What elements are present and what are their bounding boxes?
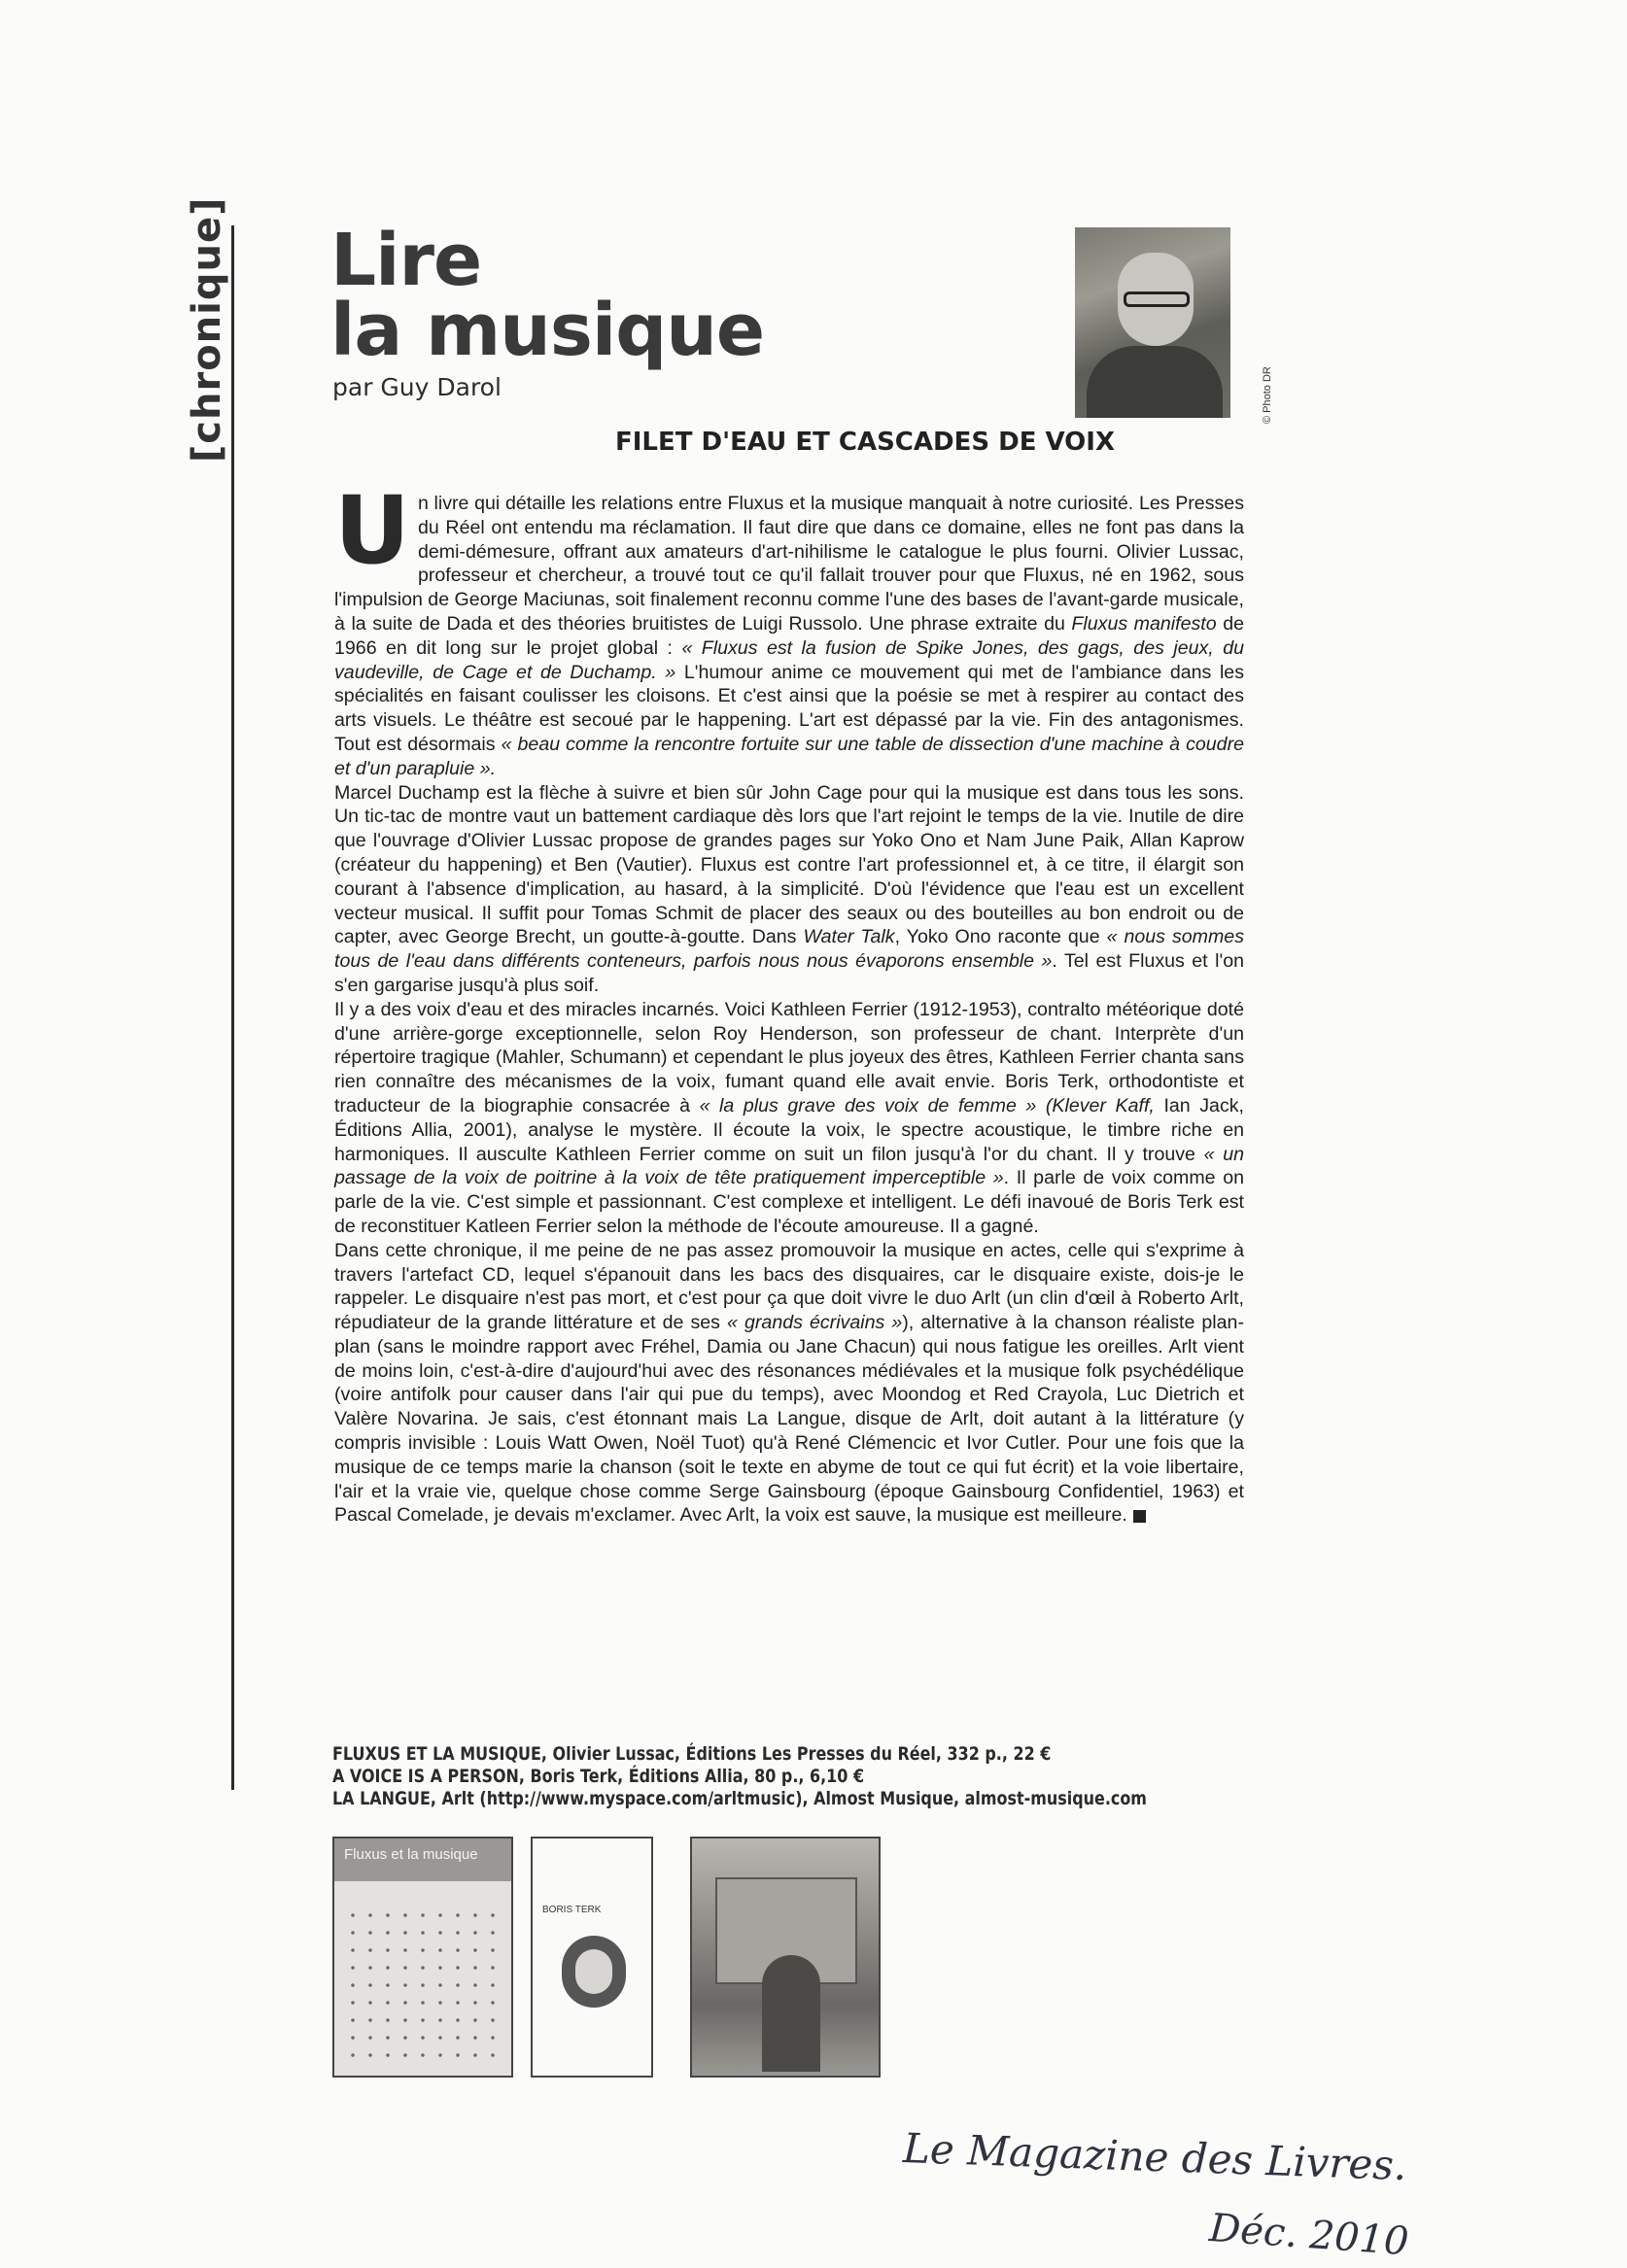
paragraph-4 [334,1239,1244,1529]
drop-cap: U [334,476,410,585]
book-cover-fluxus [332,1837,513,2078]
cover-figure-image [762,1955,820,2072]
album-cover-la-langue [690,1837,881,2078]
paragraph-3 [334,998,1244,1239]
quote-run: « beau comme la rencontre fortuite sur une table de dissection d'une machine à coudre et d'un parapluie ». [334,733,1244,779]
article-body [334,476,1245,1528]
author-byline: par Guy Darol [332,373,502,401]
paragraph-2 [334,781,1244,998]
section-title: FILET D'EAU ET CASCADES DE VOIX [614,428,1116,457]
italic-run: Water Talk [803,926,895,948]
quote-run: « grands écrivains » [727,1312,903,1334]
text-run: , Yoko Ono raconte que [894,926,1107,948]
reference-line: A VOICE IS A PERSON, Boris Terk, Éditions Allia, 80 p., 6,10 € [332,1766,865,1787]
text-run: Marcel Duchamp est la flèche à suivre et bien sûr John Cage pour qui la musique est dans tous les sons. Un tic-tac de montre vaut un battement cardiaque dès lors que l'art rejoint le temps de la vie. Inutile de dire que l'ouvrage d'Olivier Lussac propose de grandes pages sur Yoko Ono et Nam June Paik, Allan Kaprow (créateur du happening) et Ben (Vautier). Fluxus est contre l'art professionnel et, à ce titre, il élargit son courant à l'absence d'implication, au hasard, à la simplicité. D'où l'évidence que l'eau est un excellent vecteur musical. Il suffit pour Tomas Schmit de placer des seaux ou des bouteilles au bon endroit ou de capter, avec George Brecht, un goutte-à-goutte. Dans [334,781,1244,948]
text-run: . Tel est Fluxus et l'on s'en gargarise jusqu'à plus soif. [334,950,1244,996]
cover-dot-pattern [344,1907,500,2062]
text-run: de 1966 en dit long sur le projet global : [334,612,1244,659]
quote-run: « Fluxus est la fusion de Spike Jones, des gags, des jeux, du vaudeville, de Cage et de Duchamp. » [334,636,1244,683]
handwritten-date: Déc. 2010 [1207,2206,1410,2265]
book-cover-voice [531,1837,653,2078]
cover-portrait [562,1936,626,2008]
cover-title: Fluxus et la musique [334,1838,511,1881]
paragraph-1 [334,476,1245,781]
book-references [332,1743,1147,1810]
reference-line: LA LANGUE, Arlt (http://www.myspace.com/arltmusic), Almost Musique, almost-musique.com [332,1788,1147,1809]
handwritten-source: Le Magazine des Livres. [902,2124,1408,2190]
quote-run: « la plus grave des voix de femme » (Klever Kaff, [699,1094,1155,1117]
text-run: Il y a des voix d'eau et des miracles incarnés. Voici Kathleen Ferrier (1912-1953), contralto météorique doté d'une arrière-gorge exceptionnelle, selon Roy Henderson, son professeur de chant. Interprète d'un répertoire tragique (Mahler, Schumann) et cependant le plus joyeux des êtres, Kathleen Ferrier chanta sans rien connaître des mécanismes de la voix, fumant quand elle avait envie. Boris Terk, orthodontiste et traducteur de la biographie consacrée à [334,998,1244,1117]
photo-shoulders [1087,346,1223,418]
photo-glasses [1124,292,1190,307]
cover-author: BORIS TERK [542,1905,602,1915]
end-of-article-mark [1133,1510,1146,1523]
text-run: . Il parle de voix comme on parle de la vie. C'est simple et passionnant. C'est complexe et intelligent. Le défi inavoué de Boris Terk est de reconstituer Katleen Ferrier selon la méthode de l'écoute amoureuse. Il a gagné. [334,1167,1244,1237]
text-run: n livre qui détaille les relations entre Fluxus et la musique manquait à notre curiosité. Les Presses du Réel ont entendu ma réclamation. Il faut dire que dans ce domaine, elles ne font pas dans la demi-démesure, offrant aux amateurs d'art-nihilisme le catalogue le plus fourni. Olivier Lussac, professeur et chercheur, a trouvé tout ce qu'il fallait trouver pour que Fluxus, né en 1962, sous l'impulsion de George Maciunas, soit finalement reconnu comme l'une des bases de l'avant-garde musicale, à la suite de Dada et des théories bruitistes de Luigi Russolo. Une phrase extraite du [334,493,1244,635]
quote-run: « un passage de la voix de poitrine à la voix de tête pratiquement imperceptible » [334,1143,1244,1189]
photo-credit: © Photo DR [1262,366,1273,424]
column-rule [231,225,234,1790]
reference-line: FLUXUS ET LA MUSIQUE, Olivier Lussac, Éditions Les Presses du Réel, 332 p., 22 € [332,1743,1052,1765]
title-line-2: la musique [330,289,765,372]
text-run: ), alternative à la chanson réaliste plan-plan (sans le moindre rapport avec Fréhel, Damia ou Jane Chacun) qui nous fatigue les oreilles. Arlt vient de moins loin, c'est-à-dire d'aujourd'hui avec des résonances médiévales et la musique folk psychédélique (voire antifolk pour causer dans l'air qui pue du temps), avec Moondog et Red Crayola, Luc Dietrich et Valère Novarina. Je sais, c'est étonnant mais La Langue, disque de Arlt, doit autant à la littérature (y compris invisible : Louis Watt Owen, Noël Tuot) qu'à René Clémencic et Ivor Cutler. Pour une fois que la musique de ce temps marie la chanson (soit le texte en abyme de tout ce qui fut écrit) et la voie libertaire, l'air et la vraie vie, quelque chose comme Serge Gainsbourg (époque Gainsbourg Confidentiel, 1963) et Pascal Comelade, je devais m'exclamer. Avec Arlt, la voix est sauve, la musique est meilleure. [334,1312,1244,1527]
text-run: Dans cette chronique, il me peine de ne pas assez promouvoir la musique en actes, celle qui s'exprime à travers l'artefact CD, lequel s'épanouit dans les bacs des disquaires, car le disquaire existe, dois-je le rappeler. Le disquaire n'est pas mort, et c'est pour ça que doit vivre le duo Arlt (un clin d'œil à Roberto Arlt, répudiateur de la grande littérature et de ses [334,1239,1244,1334]
text-run: Ian Jack, Éditions Allia, 2001), analyse le mystère. Il écoute la voix, le spectre acoustique, le timbre riche en harmoniques. Il ausculte Kathleen Ferrier comme on suit un filon jusqu'à l'or du chant. Il y trouve [334,1094,1244,1165]
page-title [330,219,765,372]
title-line-1: Lire [330,219,482,302]
column-label: [chronique] [185,196,229,463]
italic-run: Fluxus manifesto [1071,612,1217,635]
quote-run: « nous sommes tous de l'eau dans différents conteneurs, parfois nous nous évaporons ensemble » [334,926,1244,973]
author-photo [1075,227,1230,418]
text-run: L'humour anime ce mouvement qui met de l'ambiance dans les spécialités en faisant coulisser les cloisons. Et c'est ainsi que la poésie se met à respirer au contact des arts visuels. Le théâtre est secoué par le happening. L'art est dépassé par la vie. Fin des antagonismes. Tout est désormais [334,661,1245,755]
